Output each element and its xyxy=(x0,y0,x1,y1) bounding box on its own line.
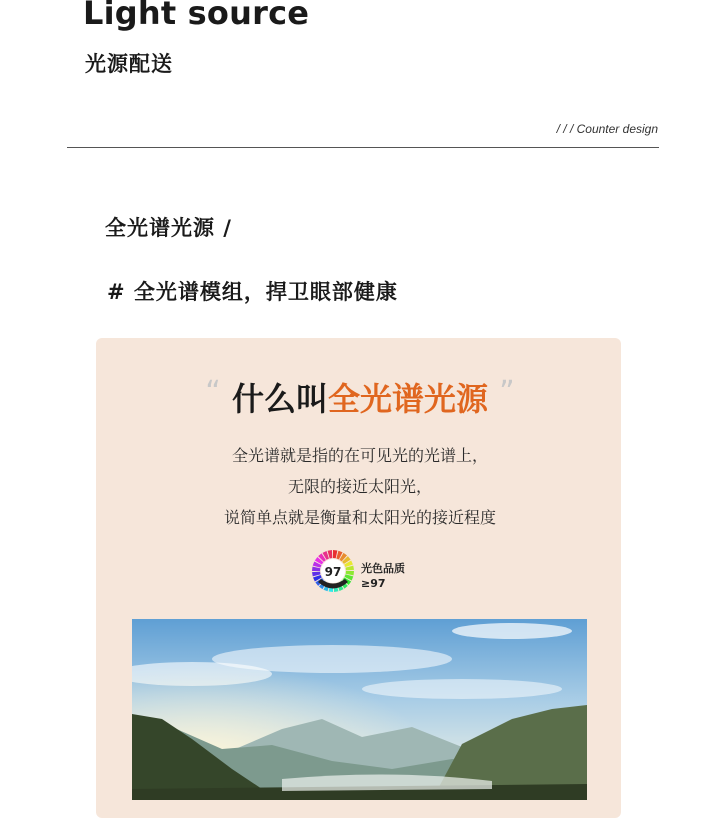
card-title-plain: 什么叫 xyxy=(231,380,328,418)
badge-label: 光色品质 xyxy=(361,562,405,575)
section-heading: 全光谱光源 / xyxy=(105,216,232,240)
page-title: Light source xyxy=(83,0,310,32)
close-quote: ” xyxy=(499,375,515,410)
section-tagline: # 全光谱模组，捍卫眼部健康 xyxy=(107,280,398,304)
badge-spec: ≥97 xyxy=(361,577,386,590)
header-divider xyxy=(67,147,659,148)
counter-design-note: / / / Counter design xyxy=(556,122,658,136)
badge-value: 97 xyxy=(324,565,342,579)
card-body xyxy=(0,440,720,533)
color-quality-ring-icon xyxy=(311,549,355,593)
badge-text xyxy=(361,561,405,591)
card-title-accent: 全光谱光源 xyxy=(328,380,489,418)
card-body-line: 无限的接近太阳光， xyxy=(287,477,432,496)
page-subtitle: 光源配送 xyxy=(85,52,173,76)
card-body-line: 说简单点就是衡量和太阳光的接近程度 xyxy=(223,508,496,527)
card-title xyxy=(0,374,720,420)
open-quote: “ xyxy=(205,375,221,410)
mountain-landscape-photo xyxy=(132,619,587,800)
card-body-line: 全光谱就是指的在可见光的光谱上， xyxy=(231,446,488,465)
